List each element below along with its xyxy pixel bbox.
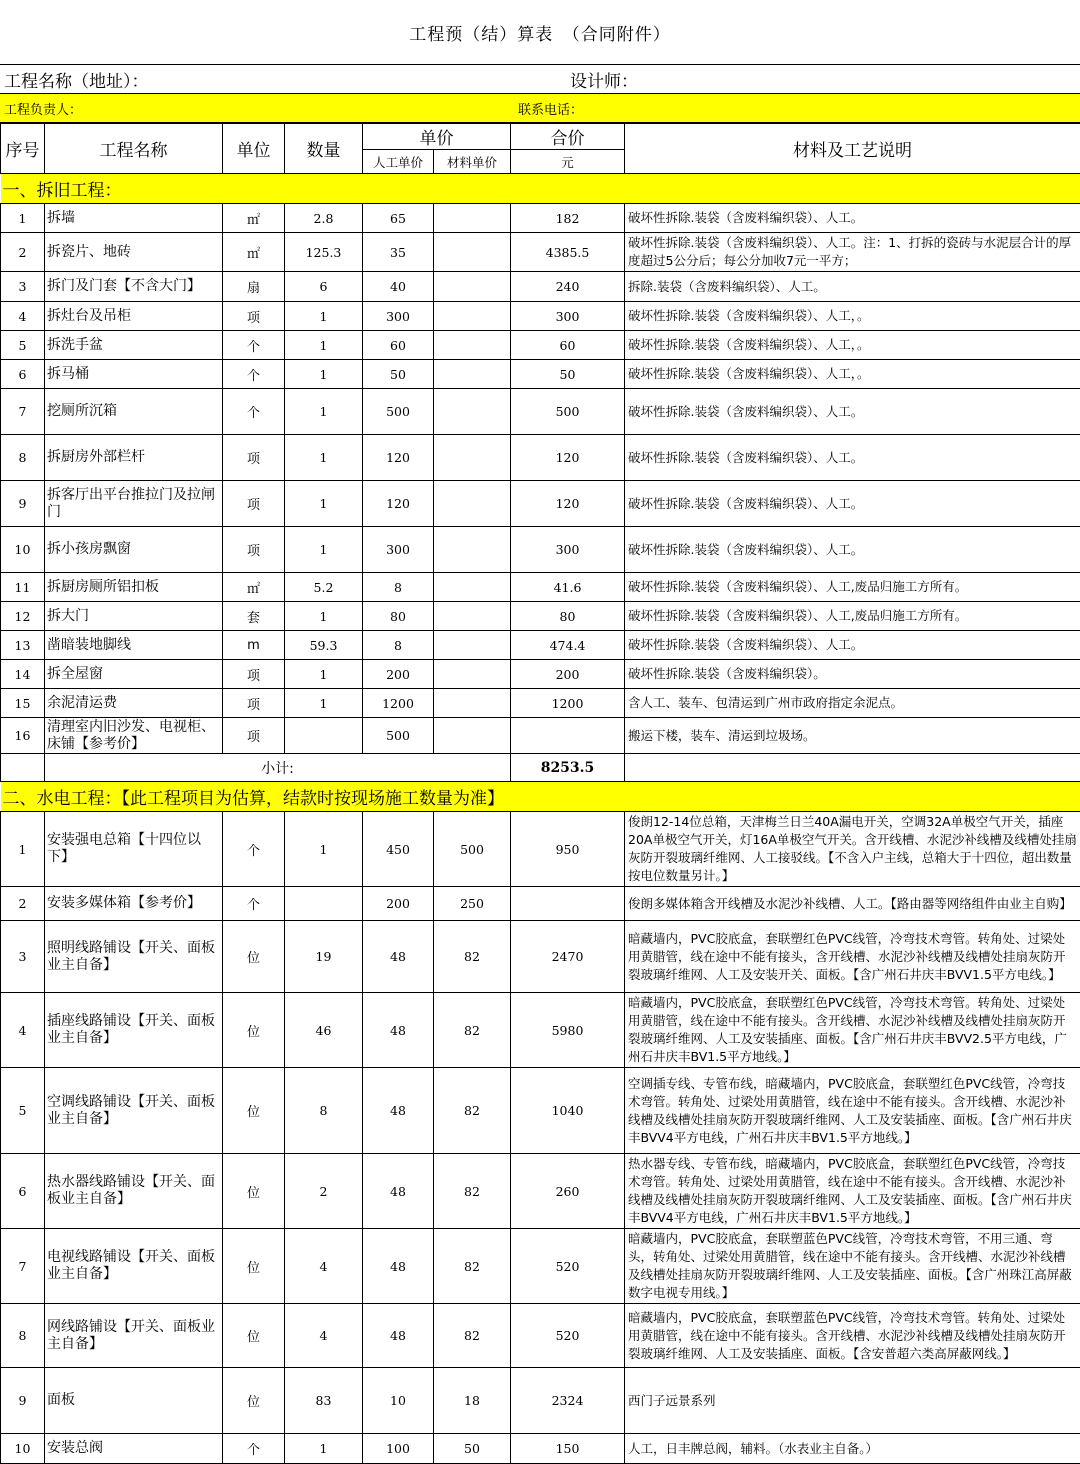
table-row — [1, 718, 1080, 754]
row-number: 12 — [1, 602, 45, 631]
labor-price: 60 — [363, 331, 434, 360]
table-row — [1, 1229, 1080, 1304]
item-name: 拆马桶 — [45, 360, 223, 389]
item-name: 插座线路铺设【开关、面板业主自备】 — [45, 993, 223, 1068]
item-desc: 热水器专线、专管布线，暗藏墙内，PVC胶底盒，套联塑红色PVC线管，冷弯技术弯管。转角处、过梁处用黄腊管，线在途中不能有接头。含开线槽、水泥沙补线槽及线槽处挂扇灰防开裂玻璃纤维网、人工及安装插座、面板。【含广州石井庆丰BVV4平方电线，广州石井庆丰BV1.5平方地线。】 — [625, 1154, 1080, 1229]
table-row — [1, 1368, 1080, 1434]
table-row — [1, 1434, 1080, 1464]
total-price: 520 — [511, 1229, 625, 1304]
header-name: 工程名称 — [45, 124, 223, 174]
subtotal-label: 小计: — [45, 754, 511, 782]
item-qty: 1 — [285, 660, 363, 689]
total-price: 260 — [511, 1154, 625, 1229]
row-number: 7 — [1, 1229, 45, 1304]
header-desc: 材料及工艺说明 — [625, 124, 1080, 174]
material-price — [434, 204, 511, 233]
subtotal-value: 8253.5 — [511, 754, 625, 782]
item-unit: 项 — [223, 689, 285, 718]
item-qty: 125.3 — [285, 233, 363, 272]
total-price: 520 — [511, 1304, 625, 1368]
item-name: 拆洗手盆 — [45, 331, 223, 360]
labor-price: 50 — [363, 360, 434, 389]
item-desc: 破坏性拆除.装袋（含废料编织袋）、人工。 — [625, 204, 1080, 233]
material-price: 82 — [434, 1304, 511, 1368]
item-name: 余泥清运费 — [45, 689, 223, 718]
table-row — [1, 993, 1080, 1068]
material-price — [434, 389, 511, 435]
info-row-2 — [0, 94, 1080, 123]
total-price: 5980 — [511, 993, 625, 1068]
header-qty: 数量 — [285, 124, 363, 174]
row-number: 8 — [1, 435, 45, 481]
item-qty: 1 — [285, 331, 363, 360]
item-qty: 1 — [285, 527, 363, 573]
item-qty — [285, 718, 363, 754]
item-name: 安装总阀 — [45, 1434, 223, 1464]
material-price: 250 — [434, 887, 511, 921]
table-row — [1, 1304, 1080, 1368]
item-desc: 搬运下楼，装车、清运到垃圾场。 — [625, 718, 1080, 754]
total-price: 2470 — [511, 921, 625, 993]
project-name-label: 工程名称（地址）： — [0, 67, 570, 92]
labor-price: 48 — [363, 921, 434, 993]
section-header — [1, 782, 1080, 812]
item-qty: 2.8 — [285, 204, 363, 233]
item-name: 网线路铺设【开关、面板业主自备】 — [45, 1304, 223, 1368]
item-desc: 破坏性拆除.装袋（含废料编织袋）、人工。 — [625, 631, 1080, 660]
row-number: 9 — [1, 481, 45, 527]
total-price: 500 — [511, 389, 625, 435]
item-qty: 1 — [285, 689, 363, 718]
table-row — [1, 360, 1080, 389]
item-name: 清理室内旧沙发、电视柜、床铺【参考价】 — [45, 718, 223, 754]
item-qty: 1 — [285, 481, 363, 527]
item-desc: 破坏性拆除.装袋（含废料编织袋）、人工，。 — [625, 360, 1080, 389]
total-price: 1040 — [511, 1068, 625, 1154]
item-qty: 6 — [285, 272, 363, 302]
item-desc: 暗藏墙内，PVC胶底盒，套联塑红色PVC线管，冷弯技术弯管。转角处、过梁处用黄腊管，线在途中不能有接头，含开线槽、水泥沙补线槽及线槽处挂扇灰防开裂玻璃纤维网、人工及安装开关、面板。【含广州石井庆丰BVV1.5平方电线。】 — [625, 921, 1080, 993]
row-number: 15 — [1, 689, 45, 718]
labor-price: 1200 — [363, 689, 434, 718]
item-desc: 暗藏墙内，PVC胶底盒，套联塑蓝色PVC线管，冷弯技术弯管。转角处、过梁处用黄腊管，线在途中不能有接头。含开线槽、水泥沙补线槽及线槽处挂扇灰防开裂玻璃纤维网、人工及安装插座、面板。【含安普超六类高屏蔽网线。】 — [625, 1304, 1080, 1368]
item-unit: 项 — [223, 527, 285, 573]
row-number: 2 — [1, 887, 45, 921]
total-price: 60 — [511, 331, 625, 360]
material-price — [434, 689, 511, 718]
total-price: 300 — [511, 527, 625, 573]
item-unit: 个 — [223, 812, 285, 887]
total-price: 150 — [511, 1434, 625, 1464]
total-price — [511, 887, 625, 921]
labor-price: 48 — [363, 1304, 434, 1368]
row-number: 7 — [1, 389, 45, 435]
material-price — [434, 481, 511, 527]
material-price: 82 — [434, 1068, 511, 1154]
labor-price: 48 — [363, 1068, 434, 1154]
item-name: 热水器线路铺设【开关、面板业主自备】 — [45, 1154, 223, 1229]
table-row — [1, 689, 1080, 718]
phone-label: 联系电话： — [518, 99, 583, 118]
total-price: 80 — [511, 602, 625, 631]
item-qty: 1 — [285, 302, 363, 331]
table-row — [1, 631, 1080, 660]
table-row — [1, 233, 1080, 272]
item-unit: 位 — [223, 921, 285, 993]
table-row — [1, 481, 1080, 527]
item-qty: 8 — [285, 1068, 363, 1154]
item-qty: 1 — [285, 360, 363, 389]
material-price — [434, 718, 511, 754]
item-unit: 扇 — [223, 272, 285, 302]
labor-price: 8 — [363, 631, 434, 660]
header-material-price: 材料单价 — [434, 150, 511, 174]
item-unit: 项 — [223, 660, 285, 689]
header-unit-price: 单价 — [363, 124, 511, 150]
material-price: 50 — [434, 1434, 511, 1464]
material-price: 82 — [434, 921, 511, 993]
item-name: 拆瓷片、地砖 — [45, 233, 223, 272]
item-desc: 破坏性拆除.装袋（含废料编织袋）、人工,废品归施工方所有。 — [625, 573, 1080, 602]
material-price — [434, 573, 511, 602]
material-price — [434, 660, 511, 689]
labor-price: 100 — [363, 1434, 434, 1464]
item-qty: 1 — [285, 1434, 363, 1464]
material-price — [434, 602, 511, 631]
item-name: 面板 — [45, 1368, 223, 1434]
item-desc: 破坏性拆除.装袋（含废料编织袋）。 — [625, 660, 1080, 689]
header-unit: 单位 — [223, 124, 285, 174]
row-number: 3 — [1, 272, 45, 302]
labor-price: 300 — [363, 527, 434, 573]
item-desc: 破坏性拆除.装袋（含废料编织袋）、人工。注：1、打拆的瓷砖与水泥层合计的厚度超过5公分后；每公分加收7元一平方； — [625, 233, 1080, 272]
section-title: 一、拆旧工程： — [1, 174, 1080, 204]
row-number: 14 — [1, 660, 45, 689]
item-unit: ㎡ — [223, 233, 285, 272]
item-desc: 含人工、装车、包清运到广州市政府指定余泥点。 — [625, 689, 1080, 718]
row-number: 16 — [1, 718, 45, 754]
labor-price: 120 — [363, 435, 434, 481]
total-price: 300 — [511, 302, 625, 331]
table-row — [1, 921, 1080, 993]
item-name: 电视线路铺设【开关、面板业主自备】 — [45, 1229, 223, 1304]
row-number: 2 — [1, 233, 45, 272]
total-price — [511, 718, 625, 754]
item-qty: 1 — [285, 602, 363, 631]
item-name: 安装多媒体箱【参考价】 — [45, 887, 223, 921]
item-unit: 项 — [223, 718, 285, 754]
item-name: 照明线路铺设【开关、面板业主自备】 — [45, 921, 223, 993]
table-row — [1, 302, 1080, 331]
material-price: 82 — [434, 1229, 511, 1304]
item-qty: 83 — [285, 1368, 363, 1434]
labor-price: 80 — [363, 602, 434, 631]
section-title: 二、水电工程：【此工程项目为估算，结款时按现场施工数量为准】 — [1, 782, 1080, 812]
row-number: 3 — [1, 921, 45, 993]
table-row — [1, 1068, 1080, 1154]
total-price: 1200 — [511, 689, 625, 718]
labor-price: 200 — [363, 660, 434, 689]
total-price: 120 — [511, 435, 625, 481]
budget-table — [0, 123, 1080, 1464]
total-price: 950 — [511, 812, 625, 887]
total-price: 120 — [511, 481, 625, 527]
item-qty: 46 — [285, 993, 363, 1068]
item-qty — [285, 887, 363, 921]
labor-price: 120 — [363, 481, 434, 527]
manager-label: 工程负责人： — [0, 99, 518, 118]
item-desc: 破坏性拆除.装袋（含废料编织袋）、人工,废品归施工方所有。 — [625, 602, 1080, 631]
total-price: 474.4 — [511, 631, 625, 660]
item-name: 拆全屋窗 — [45, 660, 223, 689]
item-desc: 暗藏墙内，PVC胶底盒，套联塑蓝色PVC线管，冷弯技术弯管，不用三通、弯头，转角处、过梁处用黄腊管，线在途中不能有接头。含开线槽、水泥沙补线槽及线槽处挂扇灰防开裂玻璃纤维网、人工及安装插座、面板。【含广州珠江高屏蔽数字电视专用线。】 — [625, 1229, 1080, 1304]
item-unit: 个 — [223, 1434, 285, 1464]
labor-price: 300 — [363, 302, 434, 331]
labor-price: 450 — [363, 812, 434, 887]
item-desc: 破坏性拆除.装袋（含废料编织袋）、人工。 — [625, 481, 1080, 527]
table-row — [1, 527, 1080, 573]
item-name: 拆灶台及吊柜 — [45, 302, 223, 331]
total-price: 41.6 — [511, 573, 625, 602]
item-unit: 位 — [223, 1229, 285, 1304]
header-total-unit: 元 — [511, 150, 625, 174]
subtotal-row — [1, 754, 1080, 782]
row-number: 5 — [1, 1068, 45, 1154]
item-unit: 位 — [223, 1154, 285, 1229]
row-number: 11 — [1, 573, 45, 602]
item-qty: 4 — [285, 1304, 363, 1368]
item-name: 安装强电总箱【十四位以下】 — [45, 812, 223, 887]
item-qty: 1 — [285, 435, 363, 481]
item-name: 拆小孩房飘窗 — [45, 527, 223, 573]
labor-price: 8 — [363, 573, 434, 602]
material-price — [434, 527, 511, 573]
labor-price: 48 — [363, 1154, 434, 1229]
item-desc: 人工，日丰牌总阀，辅料。（水表业主自备。） — [625, 1434, 1080, 1464]
item-unit: 位 — [223, 993, 285, 1068]
item-desc: 破坏性拆除.装袋（含废料编织袋）、人工。 — [625, 435, 1080, 481]
row-number: 8 — [1, 1304, 45, 1368]
item-unit: 个 — [223, 887, 285, 921]
item-unit: ㎡ — [223, 204, 285, 233]
item-unit: 位 — [223, 1068, 285, 1154]
material-price — [434, 302, 511, 331]
material-price — [434, 435, 511, 481]
table-row — [1, 1154, 1080, 1229]
material-price: 500 — [434, 812, 511, 887]
labor-price: 10 — [363, 1368, 434, 1434]
material-price — [434, 631, 511, 660]
row-number: 10 — [1, 1434, 45, 1464]
table-row — [1, 573, 1080, 602]
item-qty: 59.3 — [285, 631, 363, 660]
row-number: 5 — [1, 331, 45, 360]
total-price: 50 — [511, 360, 625, 389]
row-number: 6 — [1, 360, 45, 389]
item-desc: 西门子远景系列 — [625, 1368, 1080, 1434]
total-price: 182 — [511, 204, 625, 233]
material-price: 82 — [434, 1154, 511, 1229]
total-price: 2324 — [511, 1368, 625, 1434]
item-desc: 拆除.装袋（含废料编织袋）、人工。 — [625, 272, 1080, 302]
item-unit: 项 — [223, 435, 285, 481]
table-row — [1, 887, 1080, 921]
item-desc: 破坏性拆除.装袋（含废料编织袋）、人工，。 — [625, 302, 1080, 331]
item-unit: 项 — [223, 481, 285, 527]
item-unit: ㎡ — [223, 573, 285, 602]
total-price: 200 — [511, 660, 625, 689]
sheet-title: 工程预（结）算表 （合同附件） — [0, 0, 1080, 65]
item-name: 挖厕所沉箱 — [45, 389, 223, 435]
item-unit: 项 — [223, 302, 285, 331]
header-no: 序号 — [1, 124, 45, 174]
table-row — [1, 812, 1080, 887]
labor-price: 48 — [363, 993, 434, 1068]
labor-price: 65 — [363, 204, 434, 233]
material-price: 82 — [434, 993, 511, 1068]
item-unit: 位 — [223, 1368, 285, 1434]
material-price — [434, 360, 511, 389]
total-price: 4385.5 — [511, 233, 625, 272]
material-price — [434, 233, 511, 272]
item-unit: 个 — [223, 389, 285, 435]
table-row — [1, 602, 1080, 631]
item-desc: 破坏性拆除.装袋（含废料编织袋）、人工，。 — [625, 331, 1080, 360]
labor-price: 48 — [363, 1229, 434, 1304]
row-number: 4 — [1, 302, 45, 331]
designer-label: 设计师： — [570, 67, 638, 92]
item-name: 拆客厅出平台推拉门及拉闸门 — [45, 481, 223, 527]
item-name: 凿暗装地脚线 — [45, 631, 223, 660]
total-price: 240 — [511, 272, 625, 302]
table-row — [1, 389, 1080, 435]
item-unit: m — [223, 631, 285, 660]
item-desc: 俊朗多媒体箱含开线槽及水泥沙补线槽、人工。【路由器等网络组件由业主自购】 — [625, 887, 1080, 921]
item-unit: 个 — [223, 360, 285, 389]
item-name: 拆大门 — [45, 602, 223, 631]
item-unit: 位 — [223, 1304, 285, 1368]
labor-price: 40 — [363, 272, 434, 302]
header-labor-price: 人工单价 — [363, 150, 434, 174]
item-unit: 套 — [223, 602, 285, 631]
item-desc: 暗藏墙内，PVC胶底盒，套联塑红色PVC线管，冷弯技术弯管。转角处、过梁处用黄腊管，线在途中不能有接头。含开线槽、水泥沙补线槽及线槽处挂扇灰防开裂玻璃纤维网、人工及安装插座、面板。【含广州石井庆丰BVV2.5平方电线，广州石井庆丰BV1.5平方地线。】 — [625, 993, 1080, 1068]
item-name: 拆厨房厕所铝扣板 — [45, 573, 223, 602]
labor-price: 500 — [363, 389, 434, 435]
row-number: 1 — [1, 204, 45, 233]
material-price: 18 — [434, 1368, 511, 1434]
item-desc: 俊朗12-14位总箱，天津梅兰日兰40A漏电开关，空调32A单极空气开关，插座20A单极空气开关，灯16A单极空气开关。含开线槽、水泥沙补线槽及线槽处挂扇灰防开裂玻璃纤维网、人工接驳线。【不含入户主线，总箱大于十四位，超出数量按电位数量另计。】 — [625, 812, 1080, 887]
row-number: 1 — [1, 812, 45, 887]
table-row — [1, 331, 1080, 360]
item-qty: 19 — [285, 921, 363, 993]
header-total: 合价 — [511, 124, 625, 150]
item-qty: 4 — [285, 1229, 363, 1304]
item-name: 拆厨房外部栏杆 — [45, 435, 223, 481]
item-qty: 1 — [285, 812, 363, 887]
row-number: 4 — [1, 993, 45, 1068]
item-name: 拆墙 — [45, 204, 223, 233]
item-name: 空调线路铺设【开关、面板业主自备】 — [45, 1068, 223, 1154]
row-number: 6 — [1, 1154, 45, 1229]
material-price — [434, 272, 511, 302]
table-row — [1, 204, 1080, 233]
item-qty: 5.2 — [285, 573, 363, 602]
material-price — [434, 331, 511, 360]
row-number: 13 — [1, 631, 45, 660]
item-desc: 破坏性拆除.装袋（含废料编织袋）、人工。 — [625, 527, 1080, 573]
labor-price: 500 — [363, 718, 434, 754]
table-row — [1, 660, 1080, 689]
item-qty: 1 — [285, 389, 363, 435]
table-row — [1, 272, 1080, 302]
item-qty: 2 — [285, 1154, 363, 1229]
item-desc: 破坏性拆除.装袋（含废料编织袋）、人工。 — [625, 389, 1080, 435]
info-row-1 — [0, 65, 1080, 94]
row-number: 10 — [1, 527, 45, 573]
table-row — [1, 435, 1080, 481]
item-desc: 空调插专线、专管布线，暗藏墙内，PVC胶底盒，套联塑红色PVC线管，冷弯技术弯管。转角处、过梁处用黄腊管，线在途中不能有接头。含开线槽、水泥沙补线槽及线槽处挂扇灰防开裂玻璃纤维网、人工及安装插座、面板。【含广州石井庆丰BVV4平方电线，广州石井庆丰BV1.5平方地线。】 — [625, 1068, 1080, 1154]
labor-price: 200 — [363, 887, 434, 921]
item-unit: 个 — [223, 331, 285, 360]
labor-price: 35 — [363, 233, 434, 272]
item-name: 拆门及门套【不含大门】 — [45, 272, 223, 302]
section-header — [1, 174, 1080, 204]
row-number: 9 — [1, 1368, 45, 1434]
